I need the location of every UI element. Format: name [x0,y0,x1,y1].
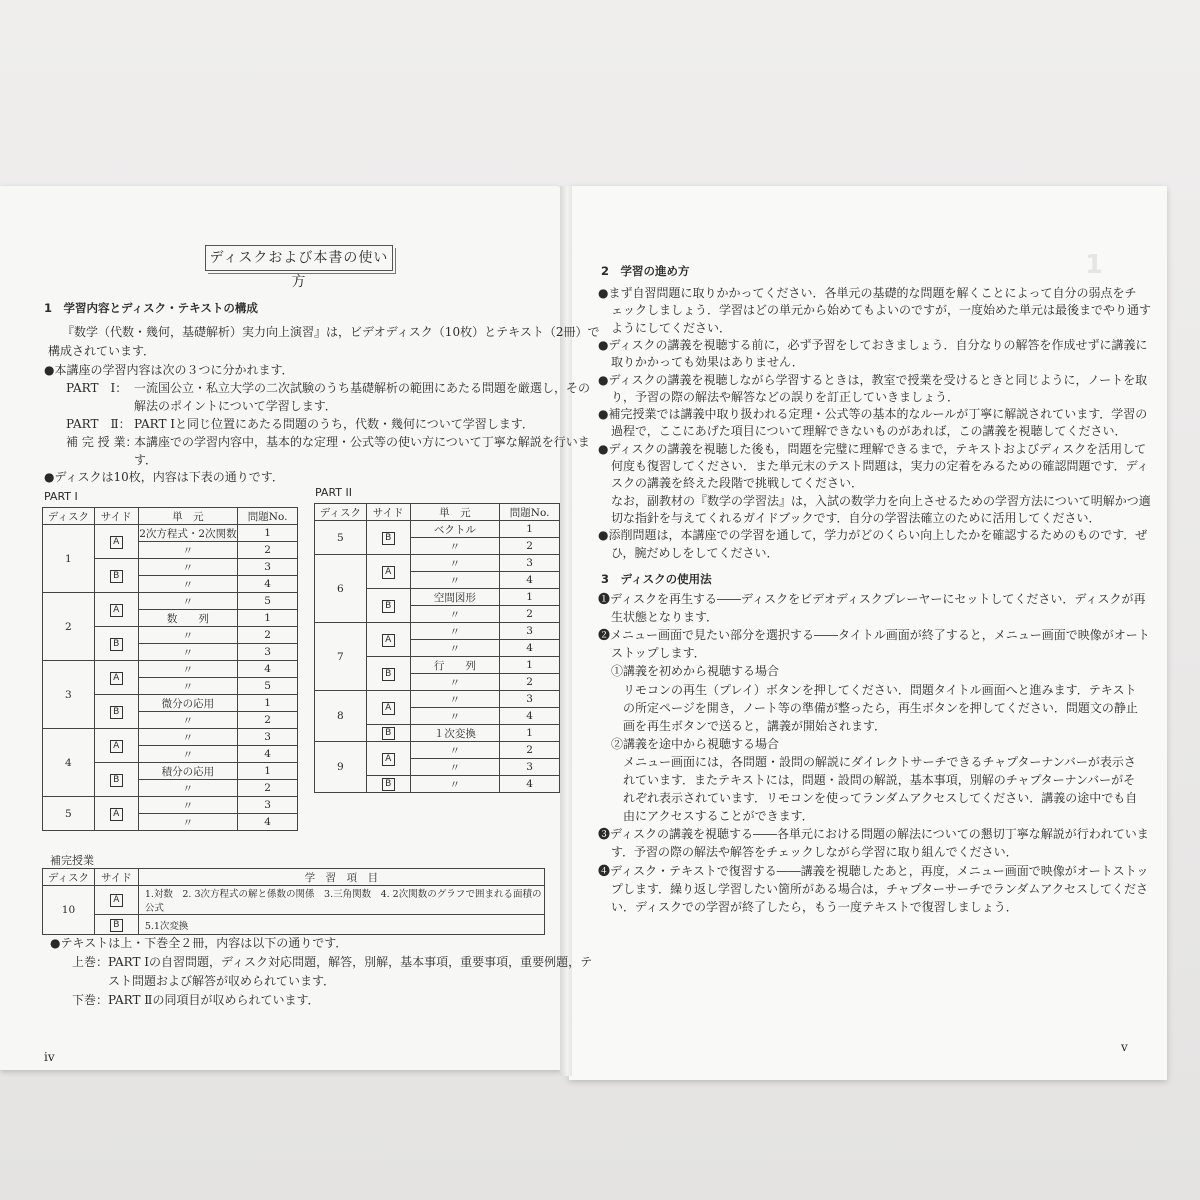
text-line: ❶ディスクを再生する――ディスクをビデオディスクプレーヤーにセットしてください．ディスクが再 [598,592,1146,606]
book-gutter [560,186,572,1076]
text-line: 取りかかっても効果はありません． [611,355,804,370]
hokan-table [42,868,545,935]
text-line: す．予習の際の解法や解答をチェックしながら学習に取り組んでください． [611,845,1018,860]
problem-number-cell: 2 [238,780,298,797]
hokan-disc-cell: 10 [43,886,95,935]
hokan-item-a: 1.対数 2. 3次方程式の解と係数の関係 3.三角関数 4. 2次関数のグラフで囲まれる面積の公式 [138,886,544,915]
unit-cell: 〃 [138,780,238,797]
text-line: ❸ディスクの講義を視聴する――各単元における問題の解法についての懇切丁寧な解説が行われていま [598,827,1149,842]
col-unit: 単 元 [410,504,500,521]
text-line: ●ディスクの講義を視聴しながら学習するときは，教室で授業を受けるときと同じように，ノートを取 [598,372,1148,387]
unit-cell: 〃 [138,644,238,661]
side-cell [366,725,410,742]
col-disc: ディスク [43,508,95,525]
side-cell [366,555,410,589]
unit-cell: 〃 [138,746,238,763]
text-line: なお，副教材の『数学の学習法』は，入試の数学力を向上させるための学習方法について明解かつ適 [611,493,1151,508]
side-box: A [382,753,395,766]
part1-label: PART Ⅰ： [66,381,128,395]
text-line: ひ，腕だめしをしてください． [611,545,779,560]
text-line: ❷メニュー画面で見たい部分を選択する――タイトル画面が終了すると，メニュー画面で映像がオート [598,628,1150,643]
table-row [43,661,298,678]
table-row [43,593,298,610]
unit-cell: 〃 [410,606,500,623]
unit-cell: 〃 [138,593,238,610]
text-line: 何度も復習してください．また単元末のテスト問題は，実力の定着をみるための確認問題です．ディ [611,459,1149,473]
unit-cell: 〃 [138,661,238,678]
table-row [43,797,298,814]
intro-line-2: 構成されています． [48,344,156,358]
side-cell [94,593,138,627]
text-line: の所定ページを開き，ノート等の準備が整ったら，再生ボタンを押してください．問題文の静止 [623,700,1138,715]
side-cell [94,763,138,797]
hokan-text-2: す． [134,453,158,467]
disc-cell: 5 [43,797,95,831]
side-box: A [110,604,123,617]
side-box: B [382,727,395,740]
disc-cell: 5 [315,521,367,555]
section3-heading: 3 ディスクの使用法 [601,572,712,586]
table-row [315,623,560,640]
side-cell [94,661,138,695]
side-box: A [110,536,123,549]
text-line: ようにしてください． [611,320,732,335]
section1-heading: 1 学習内容とディスク・テキストの構成 [44,301,258,315]
hokan-label: 補 完 授 業： [66,435,138,449]
text-line: スクの講義を終えた段階で挑戦してください． [611,476,864,491]
text-line: 過程で，ここにあげた項目について理解できないものがあれば，この講義を視聴してください． [611,424,1127,439]
disc-cell: 1 [43,525,95,593]
text-line: ●ディスクの講義を視聴した後も，問題を完璧に理解できるまで，テキストおよびディスクを活用して [598,441,1147,456]
unit-cell: 〃 [410,555,500,572]
side-cell [366,623,410,657]
col-disc: ディスク [315,504,367,521]
unit-cell: 〃 [138,814,238,831]
col-num: 問題No. [500,504,560,521]
unit-cell: 〃 [138,678,238,695]
unit-cell: 〃 [138,542,238,559]
text-line: ●まず自習問題に取りかかってください．各単元の基礎的な問題を解くことによって自分の弱点をチ [598,286,1137,300]
problem-number-cell: 3 [238,729,298,746]
col-side: サイド [366,504,410,521]
side-box: B [382,668,395,681]
side-cell [366,589,410,623]
unit-cell: 〃 [410,742,500,759]
unit-cell: 〃 [410,674,500,691]
unit-cell: 行 列 [410,657,500,674]
text-line: 切な指針を与えてくれるガイドブックです．自分の学習法確立のために活用してください． [611,510,1101,525]
part2-table [314,503,560,793]
problem-number-cell: 4 [500,640,560,657]
unit-cell: 空間図形 [410,589,500,606]
unit-cell: 2次方程式・2次関数 [138,525,238,542]
table-row [43,525,298,542]
text-line: リモコンの再生（プレイ）ボタンを押してください．問題タイトル画面へと進みます．テキスト [623,682,1137,697]
side-cell [366,776,410,793]
unit-cell: 〃 [138,559,238,576]
problem-number-cell: 1 [500,521,560,538]
text-line: 生状態となります． [611,610,719,625]
problem-number-cell: 4 [238,746,298,763]
side-box: B [382,532,395,545]
problem-number-cell: 3 [238,559,298,576]
unit-cell: １次変換 [410,725,500,742]
unit-cell: 〃 [138,576,238,593]
problem-number-cell: 2 [500,538,560,555]
part2-table-label: PART II [315,486,353,499]
text-line: れています．またテキストには，問題・設問の解説，基本事項，別解のチャプターナンバーがそ [623,773,1136,787]
text-line: い．ディスクでの学習が終了したら，もう一度テキストで復習しましょう． [611,899,1018,914]
problem-number-cell: 5 [238,593,298,610]
table-row [315,742,560,759]
text-line: メニュー画面には，各問題・設問の解説にダイレクトサーチできるチャプターナンバーが表示さ [623,754,1136,769]
side-box: A [110,740,123,753]
problem-number-cell: 2 [500,606,560,623]
hokan-table-label: 補完授業 [50,854,94,867]
side-box: B [110,706,123,719]
problem-number-cell: 1 [238,610,298,627]
problem-number-cell: 4 [238,576,298,593]
text-line: ●添削問題は，本講座での学習を通して，学力がどのくらい向上したかを確認するためのものです．ぜ [598,528,1148,543]
problem-number-cell: 4 [238,661,298,678]
right-page-number: v [1121,1040,1128,1054]
problem-number-cell: 3 [238,797,298,814]
side-box: B [110,774,123,787]
text-line: 画を再生ボタンで送ると，講義が開始されます． [623,718,887,733]
side-cell [94,695,138,729]
text-line: ●ディスクの講義を視聴する前に，必ず予習をしておきましょう．自分なりの解答を作成せずに講義に [598,337,1148,352]
unit-cell: 数 列 [138,610,238,627]
hokan-item-b: 5.1次変換 [138,915,544,935]
unit-cell: 〃 [410,759,500,776]
unit-cell: 〃 [410,691,500,708]
side-box: B [110,570,123,583]
part1-line-2: 解法のポイントについて学習します． [134,399,337,413]
side-cell [366,657,410,691]
unit-cell: 〃 [410,538,500,555]
disc-cell: 9 [315,742,367,793]
side-cell [94,797,138,831]
unit-cell: 〃 [410,623,500,640]
side-cell [366,521,410,555]
text-line: ●補完授業では講義中取り扱われる定理・公式等の基本的なルールが丁寧に解説されています．学習の [598,407,1148,422]
side-cell [366,742,410,776]
side-box: A [382,634,395,647]
problem-number-cell: 1 [500,589,560,606]
bullet-disc-count: ●ディスクは10枚，内容は下表の通りです． [44,470,284,484]
text-line: り，予習の際の解法や解答などの誤りを訂正していきましょう． [611,389,960,404]
text-line: ストップします． [611,646,706,661]
unit-cell: 〃 [410,708,500,725]
disc-cell: 7 [315,623,367,691]
side-box: A [382,566,395,579]
jokan-line-2: スト問題および解答が収められています． [108,974,336,988]
col-disc: ディスク [43,869,95,886]
text-line: れぞれ表示されています．リモコンを使ってランダムアクセスしてください．講義の途中でも自 [623,791,1138,806]
problem-number-cell: 2 [238,712,298,729]
problem-number-cell: 1 [238,763,298,780]
problem-number-cell: 1 [500,725,560,742]
col-unit: 単 元 [138,508,238,525]
text-line: ②講義を途中から視聴する場合 [611,736,780,751]
side-cell [94,729,138,763]
problem-number-cell: 3 [238,644,298,661]
table-row [315,521,560,538]
problem-number-cell: 3 [500,759,560,776]
side-box: B [382,600,395,613]
jokan-line-1: PART Ⅰの自習問題，ディスク対応問題，解答，別解，基本事項，重要事項，重要例題，テ [108,955,593,969]
side-box: A [110,808,123,821]
unit-cell: 〃 [138,712,238,729]
unit-cell: 〃 [138,729,238,746]
side-box: A [110,672,123,685]
show-through-mark: 1 [1085,250,1104,280]
problem-number-cell: 3 [500,691,560,708]
table-row [43,729,298,746]
side-box: B [110,638,123,651]
col-num: 問題No. [238,508,298,525]
side-cell [94,627,138,661]
problem-number-cell: 1 [238,525,298,542]
part2-text: PART Ⅰと同じ位置にあたる問題のうち，代数・幾何について学習します． [134,417,534,431]
disc-cell: 4 [43,729,95,797]
side-cell [94,525,138,559]
part2-label: PART Ⅱ： [66,417,131,431]
side-a-box: A [110,894,123,907]
bullet-contents: ●本講座の学習内容は次の３つに分かれます． [44,363,294,377]
table-row [315,691,560,708]
gekan-label: 下巻： [72,993,109,1007]
problem-number-cell: 4 [500,776,560,793]
bullet-text-volumes: ●テキストは上・下巻全２冊，内容は以下の通りです． [50,936,348,950]
problem-number-cell: 4 [238,814,298,831]
hokan-text: 本講座での学習内容中，基本的な定理・公式等の使い方について丁寧な解説を行いま [134,435,590,449]
problem-number-cell: 4 [500,572,560,589]
unit-cell: 微分の応用 [138,695,238,712]
unit-cell: 〃 [138,797,238,814]
unit-cell: 〃 [138,627,238,644]
jokan-label: 上巻： [72,955,109,969]
part1-table-label: PART I [44,490,78,503]
side-box: A [382,702,395,715]
col-side: サイド [94,508,138,525]
part1-line-1: 一流国公立・私立大学の二次試験のうち基礎解析の範囲にあたる問題を厳選し，その [134,381,591,395]
unit-cell: ベクトル [410,521,500,538]
unit-cell: 積分の応用 [138,763,238,780]
problem-number-cell: 3 [500,623,560,640]
disc-cell: 8 [315,691,367,742]
part1-table [42,507,298,831]
unit-cell: 〃 [410,776,500,793]
problem-number-cell: 2 [500,742,560,759]
col-side: サイド [94,869,138,886]
text-line: ❹ディスク・テキストで復習する――講義を視聴したあと，再度，メニュー画面で映像がオートストッ [598,863,1149,878]
table-row [315,555,560,572]
side-cell [366,691,410,725]
intro-line-1: 『数学（代数・幾何，基礎解析）実力向上演習』は，ビデオディスク（10枚）とテキスト（2冊）で [62,325,600,339]
problem-number-cell: 2 [238,542,298,559]
left-page-number: iv [44,1050,55,1064]
problem-number-cell: 1 [238,695,298,712]
problem-number-cell: 3 [500,555,560,572]
problem-number-cell: 4 [500,708,560,725]
section2-heading: 2 学習の進め方 [601,264,690,278]
problem-number-cell: 2 [500,674,560,691]
text-line: ェックしましょう．学習はどの単元から始めてもよいのですが，一度始めた単元は最後までやり通す [611,303,1152,318]
unit-cell: 〃 [410,572,500,589]
col-items: 学 習 項 目 [138,869,544,886]
text-line: ①講義を初めから視聴する場合 [611,664,780,679]
disc-cell: 6 [315,555,367,623]
text-line: プします．繰り返し学習したい箇所がある場合は，チャプターサーチでランダムアクセスしてくださ [611,881,1149,896]
page-title: ディスクおよび本書の使い方 [205,245,393,271]
gekan-text: PART Ⅱの同項目が収められています． [108,993,320,1007]
disc-cell: 3 [43,661,95,729]
problem-number-cell: 2 [238,627,298,644]
side-b-box: B [110,919,123,932]
side-cell [94,559,138,593]
side-box: B [382,778,395,791]
problem-number-cell: 1 [500,657,560,674]
problem-number-cell: 5 [238,678,298,695]
unit-cell: 〃 [410,640,500,657]
disc-cell: 2 [43,593,95,661]
text-line: 由にアクセスすることができます． [623,809,814,824]
